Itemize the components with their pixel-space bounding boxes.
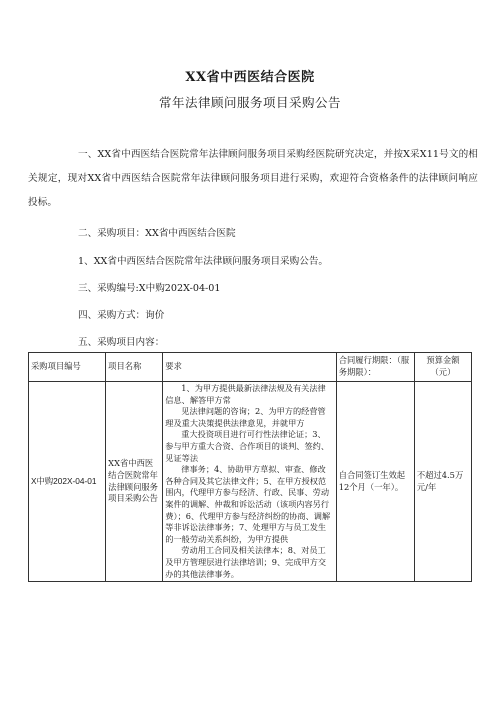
section-5-heading: 五、采购项目内容：: [78, 337, 165, 348]
section-1-paragraph: [28, 143, 478, 215]
cell-requirements: [163, 382, 336, 582]
cell-name: XX省中西医结合医院常年法律顾问服务项目采购公告: [106, 382, 163, 582]
requirement-line-3: 重大投资项目进行可行性法律论证；3、参与甲方重大合资、合作项目的谈判、签约、见证等法: [165, 429, 330, 463]
requirement-line-5: 劳动用工合同及相关法律本；8、对员工及甲方管理层进行法律培训；9、完成甲方交办的其他法律事务。: [165, 545, 327, 579]
header-code: 采购项目编号: [29, 353, 106, 382]
requirement-line-4: 律事务；4、协助甲方草拟、审查、修改各种合同及其它法律文件；5、在甲方授权范围内，代理甲方参与经济、行政、民事、劳动案件的调解、仲裁和诉讼活动（该项内容另行费）；6、代理甲方参与经济纠纷的协商、调解等非诉讼法律事务；7、处理甲方与员工发生的一般劳动关系纠纷，为甲方提供: [165, 464, 331, 544]
section-2-item-1: 1、XX省中西医结合医院常年法律顾问服务项目采购公告。: [78, 256, 329, 267]
cell-budget: 不超过4.5万元/年: [414, 382, 471, 582]
header-name: 项目名称: [106, 353, 163, 382]
header-period: 合同履行期限：（服务期限）：: [336, 353, 414, 382]
header-budget: 预算金额（元）: [414, 353, 471, 382]
org-title: XX省中西医结合医院: [185, 70, 315, 85]
table-header-row: [29, 353, 472, 382]
notice-title: 常年法律顾问服务项目采购公告: [158, 95, 341, 110]
cell-code: X中购202X-04-01: [29, 382, 106, 582]
section-1-text: 一、XX省中西医结合医院常年法律顾问服务项目采购经医院研究决定，并按X采X11号文的相关规定，现对XX省中西医结合医院常年法律顾问服务项目进行采购，欢迎符合资格条件的法律顾问响应投标。: [28, 149, 478, 208]
requirement-line-1: 1、为甲方提供最新法律法规及有关法律信息、解答甲方常: [165, 383, 326, 405]
procurement-table: [28, 352, 472, 582]
cell-period: 自合同签订生效起12个月（一年）。: [336, 382, 414, 582]
table-row: [29, 382, 472, 582]
section-3-heading: 三、采购编号:X中购202X-04-01: [78, 283, 221, 294]
header-requirements: 要求: [163, 353, 336, 382]
section-4-heading: 四、采购方式：询价: [78, 310, 165, 321]
requirement-line-2: 见法律问题的咨询；2、为甲方的经营管理及重大决策提供法律意见，并就甲方: [165, 406, 326, 428]
section-2-heading: 二、采购项目：XX省中西医结合医院: [78, 228, 236, 239]
